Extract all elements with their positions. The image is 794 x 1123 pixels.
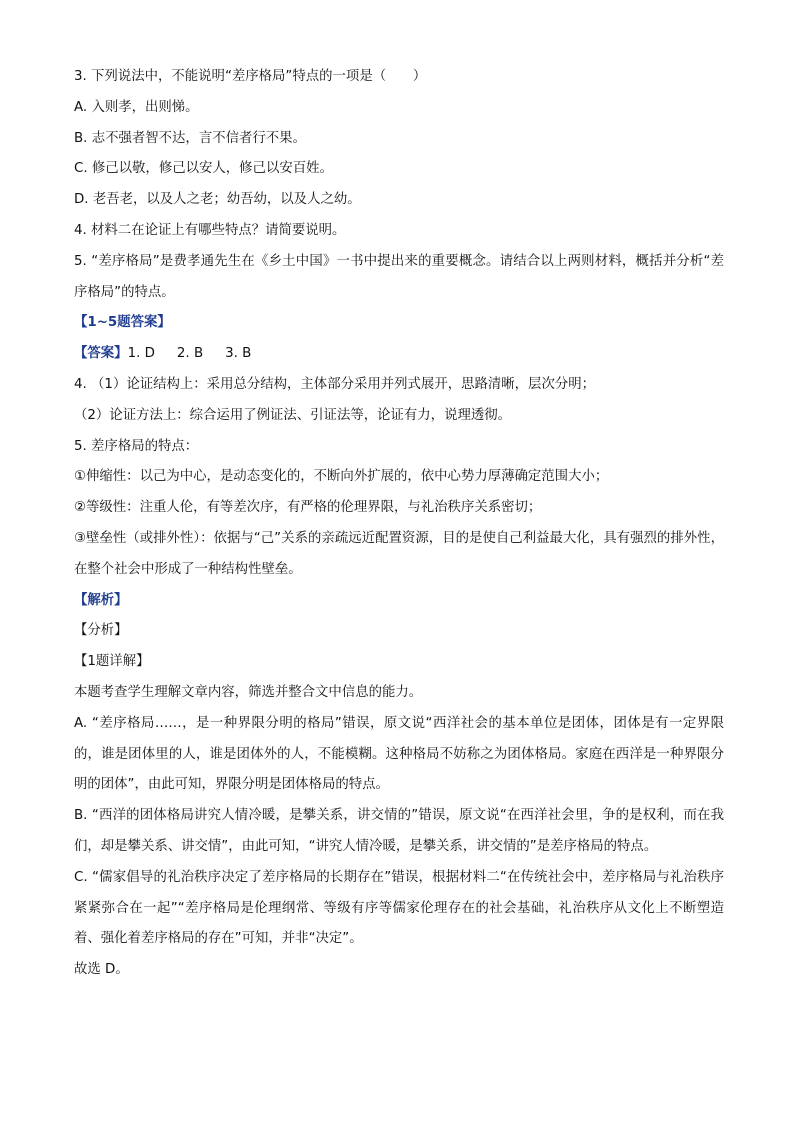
question-4-stem: 4. 材料二在论证上有哪些特点？请简要说明。 — [74, 222, 346, 238]
answer-label: 【答案】 — [74, 346, 128, 362]
question-3-option-b: B. 志不强者智不达，言不信者行不果。 — [74, 130, 306, 146]
answer-4-part-2: （2）论证方法上：综合运用了例证法、引证法等，论证有力，说理透彻。 — [74, 407, 512, 423]
question-3-option-c: C. 修己以敬，修己以安人，修己以安百姓。 — [74, 161, 333, 177]
answer-5-point-3: ③壁垒性（或排外性）：依据与“己”关系的亲疏远近配置资源，目的是使自己利益最大化，具有强烈的排外性，在整个社会中形成了一种结构性壁垒。 — [74, 530, 724, 577]
answer-5-point-1: ①伸缩性：以己为中心，是动态变化的，不断向外扩展的，依中心势力厚薄确定范围大小； — [74, 469, 609, 485]
question-3-option-d: D. 老吾老，以及人之老；幼吾幼，以及人之幼。 — [74, 192, 361, 208]
analysis-subtitle: 【分析】 — [74, 623, 128, 639]
answer-2: 2. B — [176, 346, 204, 362]
analysis-option-a: A. “差序格局……，是一种界限分明的格局”错误，原文说“西洋社会的基本单位是团体，团体是有一定界限的，谁是团体里的人，谁是团体外的人，不能模糊。这种格局不妨称之为团体格局。家庭在西洋是一种界限分明的团体”，由此可知，界限分明是团体格局的特点。 — [74, 715, 724, 793]
answer-1: 1. D — [127, 346, 155, 362]
analysis-title: 【解析】 — [74, 592, 128, 608]
analysis-intro: 本题考查学生理解文章内容，筛选并整合文中信息的能力。 — [74, 684, 423, 700]
answers-line — [74, 339, 724, 370]
document-page — [74, 62, 724, 986]
question-3-option-a: A. 入则孝，出则悌。 — [74, 99, 199, 115]
answer-5-point-2: ②等级性：注重人伦，有等差次序，有严格的伦理界限，与礼治秩序关系密切； — [74, 500, 542, 516]
detail-title: 【1题详解】 — [74, 654, 150, 670]
analysis-option-c: C. “儒家倡导的礼治秩序决定了差序格局的长期存在”错误，根据材料二“在传统社会中，差序格局与礼治秩序紧紧弥合在一起”“差序格局是伦理纲常、等级有序等儒家伦理存在的社会基础，礼治秩序从文化上不断塑造着、强化着差序格局的存在”可知，并非“决定”。 — [74, 869, 724, 947]
question-3-stem: 3. 下列说法中，不能说明“差序格局”特点的一项是（ ） — [74, 69, 427, 84]
answers-section-title: 【1~5题答案】 — [74, 315, 171, 331]
answer-4-part-1: 4. （1）论证结构上：采用总分结构，主体部分采用并列式展开，思路清晰，层次分明； — [74, 376, 596, 392]
analysis-conclusion: 故选 D。 — [74, 962, 129, 978]
question-5-stem: 5. “差序格局”是费孝通先生在《乡土中国》一书中提出来的重要概念。请结合以上两则材料，概括并分析“差序格局”的特点。 — [74, 253, 724, 300]
analysis-option-b: B. “西洋的团体格局讲究人情冷暖，是攀关系，讲交情的”错误，原文说“在西洋社会里，争的是权利，而在我们，却是攀关系、讲交情”，由此可知，“讲究人情冷暖，是攀关系，讲交情的”是差序格局的特点。 — [74, 808, 724, 854]
answer-3: 3. B — [225, 346, 252, 362]
answer-5-title: 5. 差序格局的特点： — [74, 438, 199, 454]
